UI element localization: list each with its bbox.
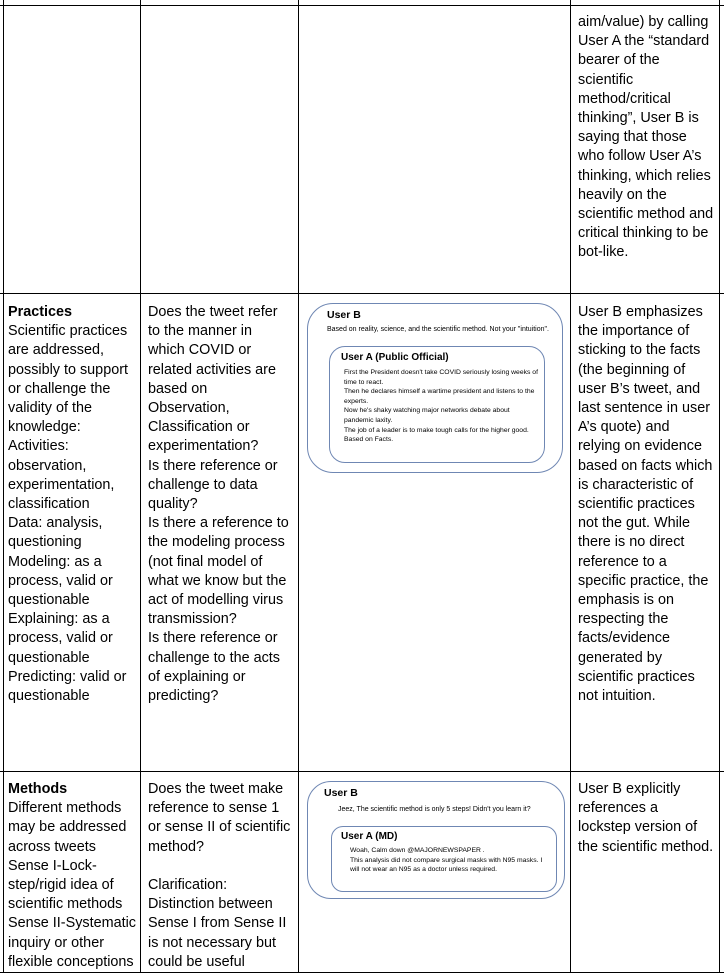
row3-tweet-user: User B — [324, 787, 358, 799]
row3-quoted-tweet — [331, 826, 557, 892]
row2-questions: Does the tweet refer to the manner in which COVID or related activities are based on Observation, Classification or experimentation? Is there reference or challenge to data quality? Is there a reference to the modeling process (not final model of what we know but the act of modelling virus transmission? Is there reference or challenge to the acts of explaining or predicting? — [148, 304, 289, 705]
row3-tweet-card — [307, 781, 565, 899]
row3-tweet-text: Jeez, The scientific method is only 5 steps! Didn't you learn it? — [338, 806, 531, 813]
table-border-right — [719, 0, 720, 973]
row3-questions: Does the tweet make reference to sense 1 or sense II of scientific method? Clarification: Distinction between Sense I from Sense II is not necessary but could be useful — [148, 781, 291, 970]
row2-criterion-text: Scientific practices are addressed, possibly to support or challenge the validity of the knowledge: Activities: observation, experimentation, classification Data: analysis, questioning Modeling: as a process, valid or questionable Explaining: as a process, valid or questionable Predicting: valid or questionable — [8, 323, 128, 705]
row2-tweet-user: User B — [327, 309, 361, 321]
row2-criterion-title: Practices — [8, 304, 73, 320]
table-border-bottom — [0, 972, 724, 973]
row-divider-1 — [0, 293, 724, 294]
row2-explanation: User B emphasizes the importance of sticking to the facts (the beginning of user B’s tweet, and last sentence in user A’s quote) and relying on evidence based on facts which is characteristic of scientific practices not the gut. While there is no direct reference to a specific practice, the emphasis is on respecting the facts/evidence generated by scientific practices not intuition. — [578, 304, 713, 705]
row3-criterion — [8, 780, 136, 972]
row3-explanation: User B explicitly references a lockstep version of the scientific method. — [578, 781, 714, 855]
row3-criterion-title: Methods — [8, 781, 68, 797]
row2-quoted-user: User A (Public Official) — [341, 352, 449, 363]
row3-quoted-user: User A (MD) — [341, 831, 398, 842]
row-divider-2 — [0, 771, 724, 772]
table-divider-1 — [140, 0, 141, 973]
row3-criterion-text: Different methods may be addressed across tweets Sense I-Lock-step/rigid idea of scientific methods Sense II-Systematic inquiry or other flexible conceptions — [8, 800, 136, 970]
row2-criterion — [8, 303, 136, 706]
table-divider-2 — [298, 0, 299, 973]
row2-tweet-text: Based on reality, science, and the scientific method. Not your "intuition". — [327, 326, 549, 333]
row2-tweet-card — [307, 303, 563, 473]
row3-quoted-text: Woah, Calm down @MAJORNEWSPAPER . This analysis did not compare surgical masks with N95 masks. I will not wear an N95 as a doctor unless required. — [350, 847, 543, 874]
row1-explanation: aim/value) by calling User A the “standard bearer of the scientific method/critical thinking”, User B is saying that those who follow User A’s thinking, which relies heavily on the scientific method and critical thinking to be bot-like. — [578, 14, 714, 261]
table-divider-3 — [570, 0, 571, 973]
table-border-top — [0, 5, 724, 6]
table-border-left — [3, 0, 4, 973]
row2-quoted-text: First the President doesn't take COVID seriously losing weeks of time to react. Then he declares himself a wartime president and listens to the experts. Now he's shaky watching major networks debate about pandemic laxity. The job of a leader is to make tough calls for the higher good. Based on Facts. — [344, 369, 538, 444]
row2-quoted-tweet — [329, 346, 545, 463]
